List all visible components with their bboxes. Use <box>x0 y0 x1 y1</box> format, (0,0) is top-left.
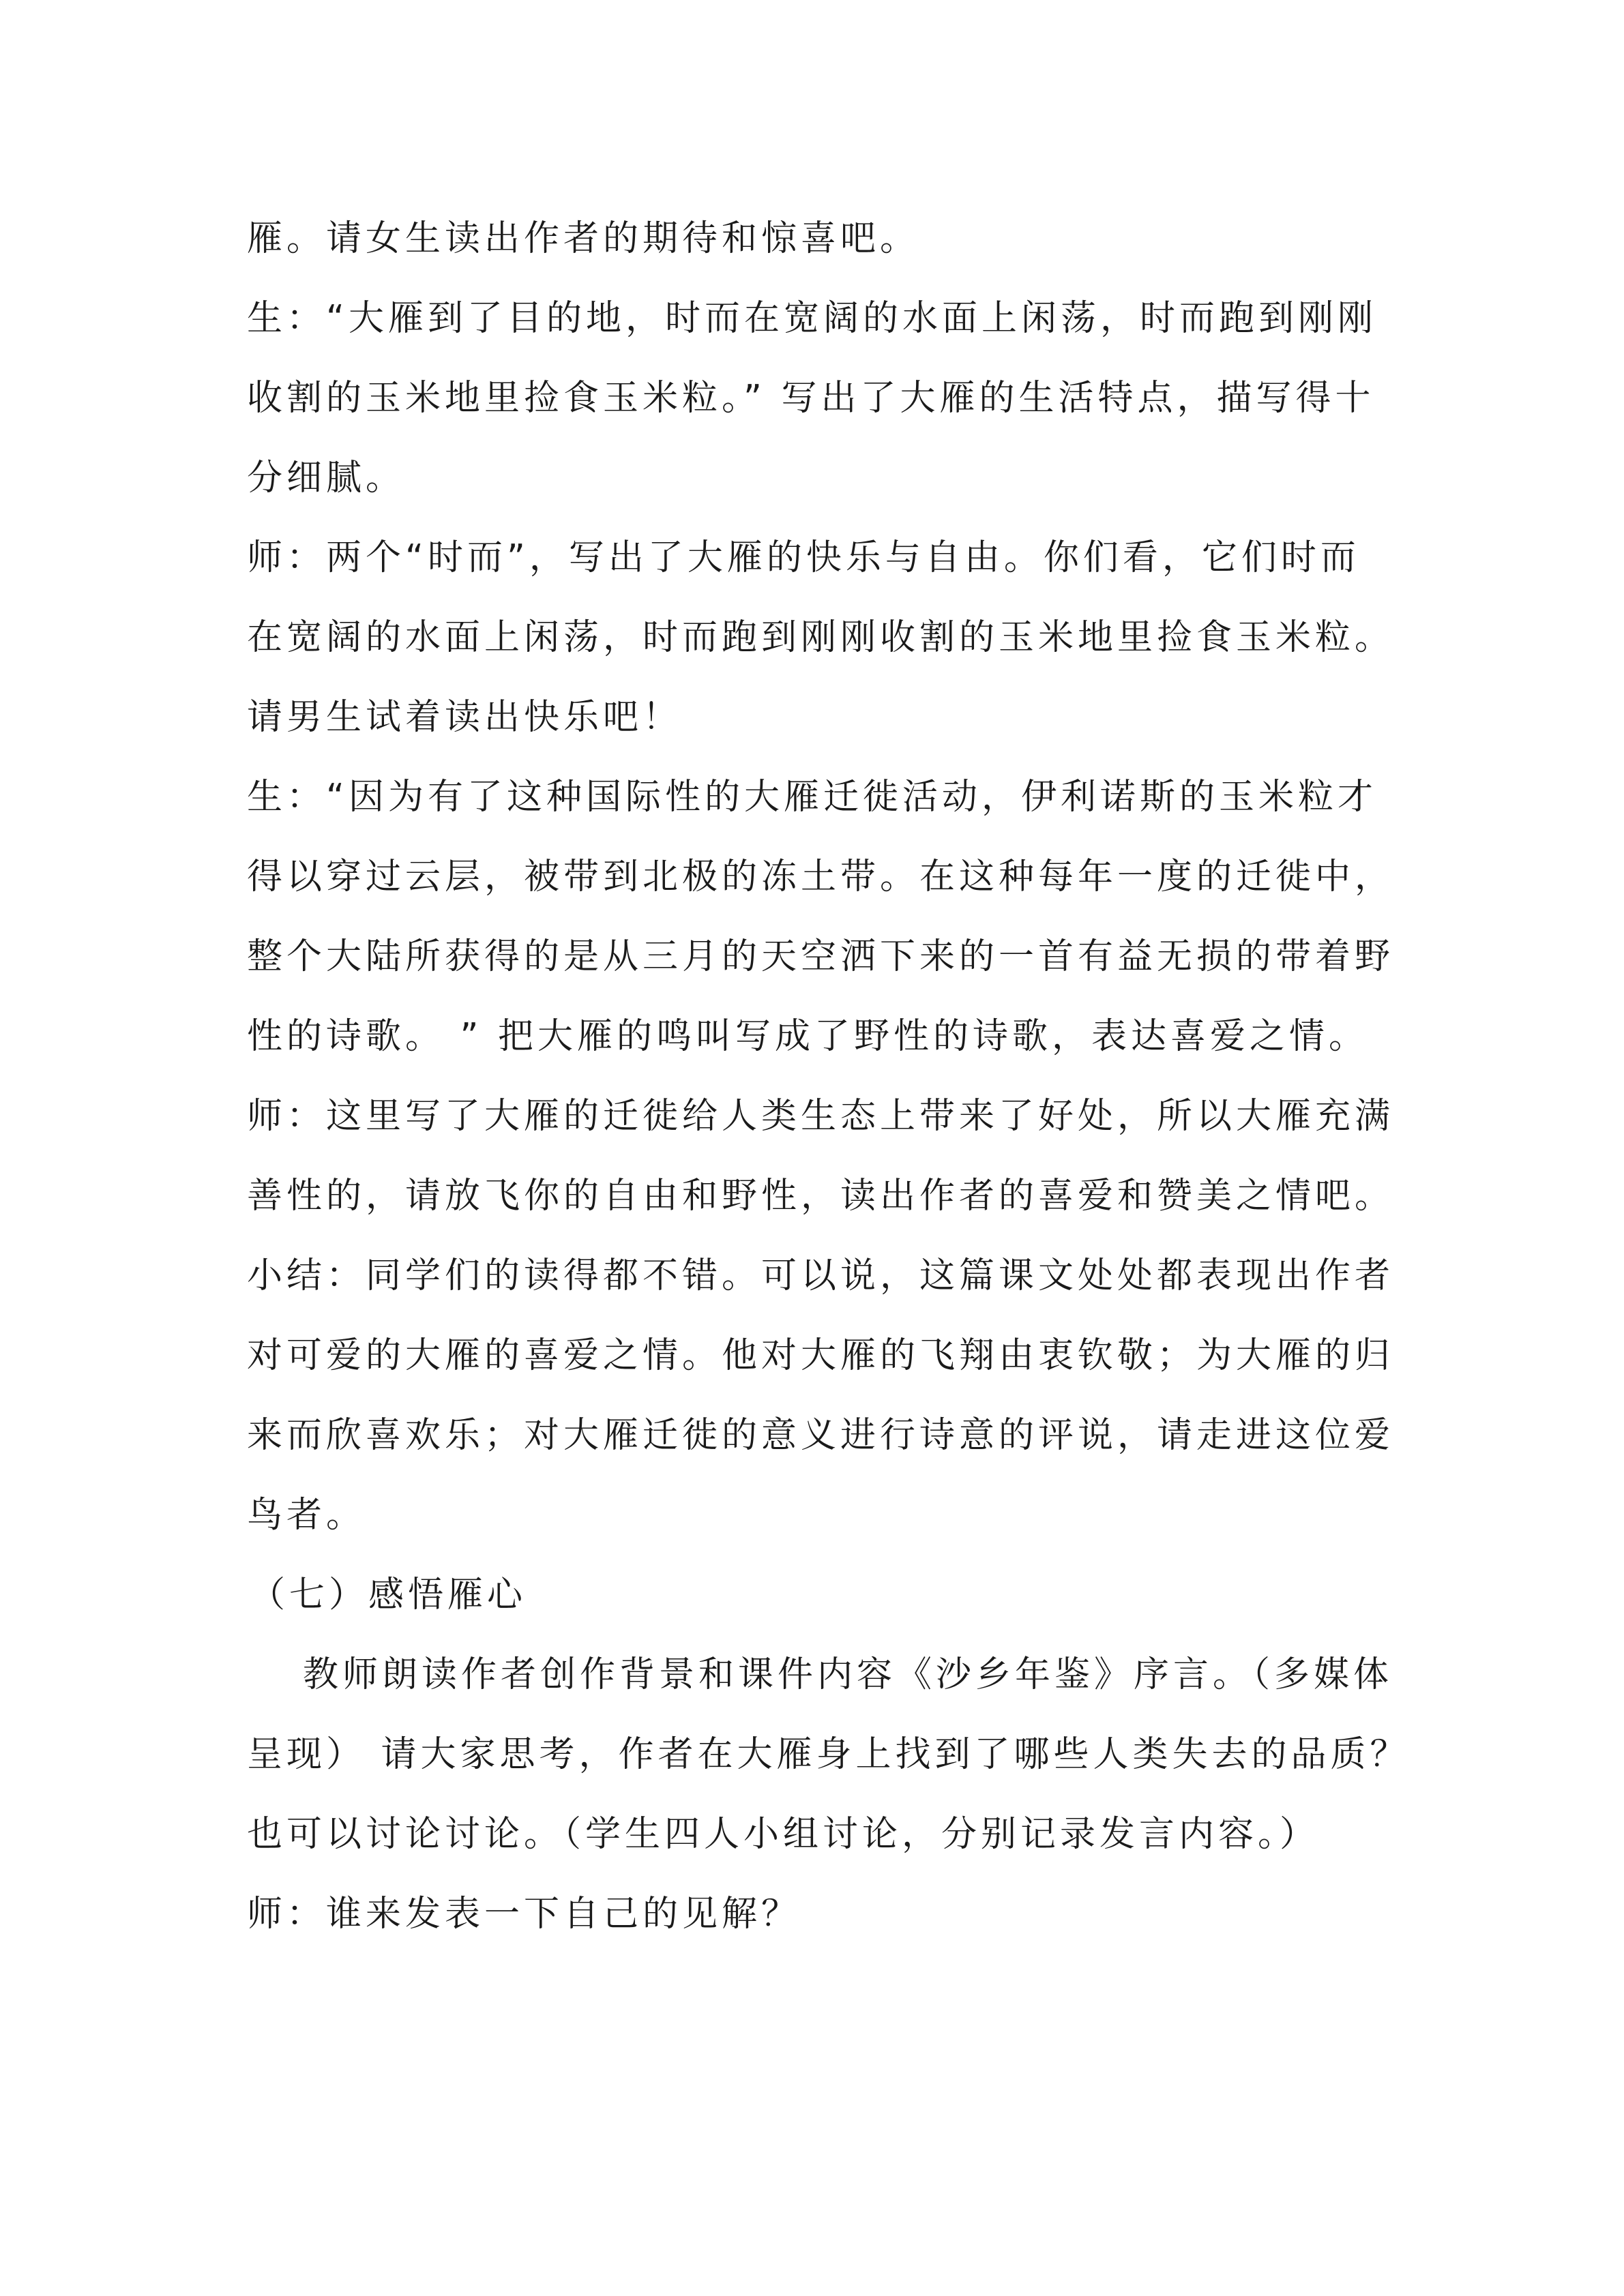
text-line: 师：两个“时而”，写出了大雁的快乐与自由。你们看，它们时而 <box>247 537 1360 578</box>
text-line: 收割的玉米地里捡食玉米粒。” 写出了大雁的生活特点，描写得十 <box>247 378 1375 419</box>
text-line: 生：“大雁到了目的地，时而在宽阔的水面上闲荡，时而跑到刚刚 <box>247 298 1377 339</box>
text-line: 来而欣喜欢乐；对大雁迁徙的意义进行诗意的评说，请走进这位爱 <box>247 1415 1395 1456</box>
text-line: 师：这里写了大雁的迁徙给人类生态上带来了好处，所以大雁充满 <box>247 1096 1395 1137</box>
text-line: 整个大陆所获得的是从三月的天空洒下来的一首有益无损的带着野 <box>247 936 1395 977</box>
text-line: 请男生试着读出快乐吧！ <box>247 697 683 738</box>
text-line: 在宽阔的水面上闲荡，时而跑到刚刚收割的玉米地里捡食玉米粒。 <box>247 617 1395 658</box>
text-line: 善性的，请放飞你的自由和野性，读出作者的喜爱和赞美之情吧。 <box>247 1176 1395 1217</box>
text-line: 生：“因为有了这种国际性的大雁迁徙活动，伊利诺斯的玉米粒才 <box>247 777 1377 818</box>
text-line: 师：谁来发表一下自己的见解？ <box>247 1894 801 1935</box>
text-line: 雁。请女生读出作者的期待和惊喜吧。 <box>247 218 920 259</box>
text-line: 鸟者。 <box>247 1495 366 1536</box>
text-line: 小结：同学们的读得都不错。可以说，这篇课文处处都表现出作者 <box>247 1255 1395 1296</box>
text-line: 对可爱的大雁的喜爱之情。他对大雁的飞翔由衷钦敬；为大雁的归 <box>247 1335 1395 1376</box>
text-line: 呈现） 请大家思考，作者在大雁身上找到了哪些人类失去的品质？ <box>247 1734 1410 1775</box>
text-line: 分细腻。 <box>247 458 406 498</box>
section-heading: （七）感悟雁心 <box>250 1575 527 1615</box>
text-line: 得以穿过云层，被带到北极的冻土带。在这种每年一度的迁徙中， <box>247 856 1395 897</box>
document-body <box>247 199 1410 1954</box>
text-line: 教师朗读作者创作背景和课件内容《沙乡年鉴》序言。（多媒体 <box>303 1654 1393 1695</box>
text-line: 性的诗歌。 ” 把大雁的鸣叫写成了野性的诗歌，表达喜爱之情。 <box>247 1016 1368 1057</box>
text-line: 也可以讨论讨论。（学生四人小组讨论，分别记录发言内容。） <box>247 1814 1320 1855</box>
